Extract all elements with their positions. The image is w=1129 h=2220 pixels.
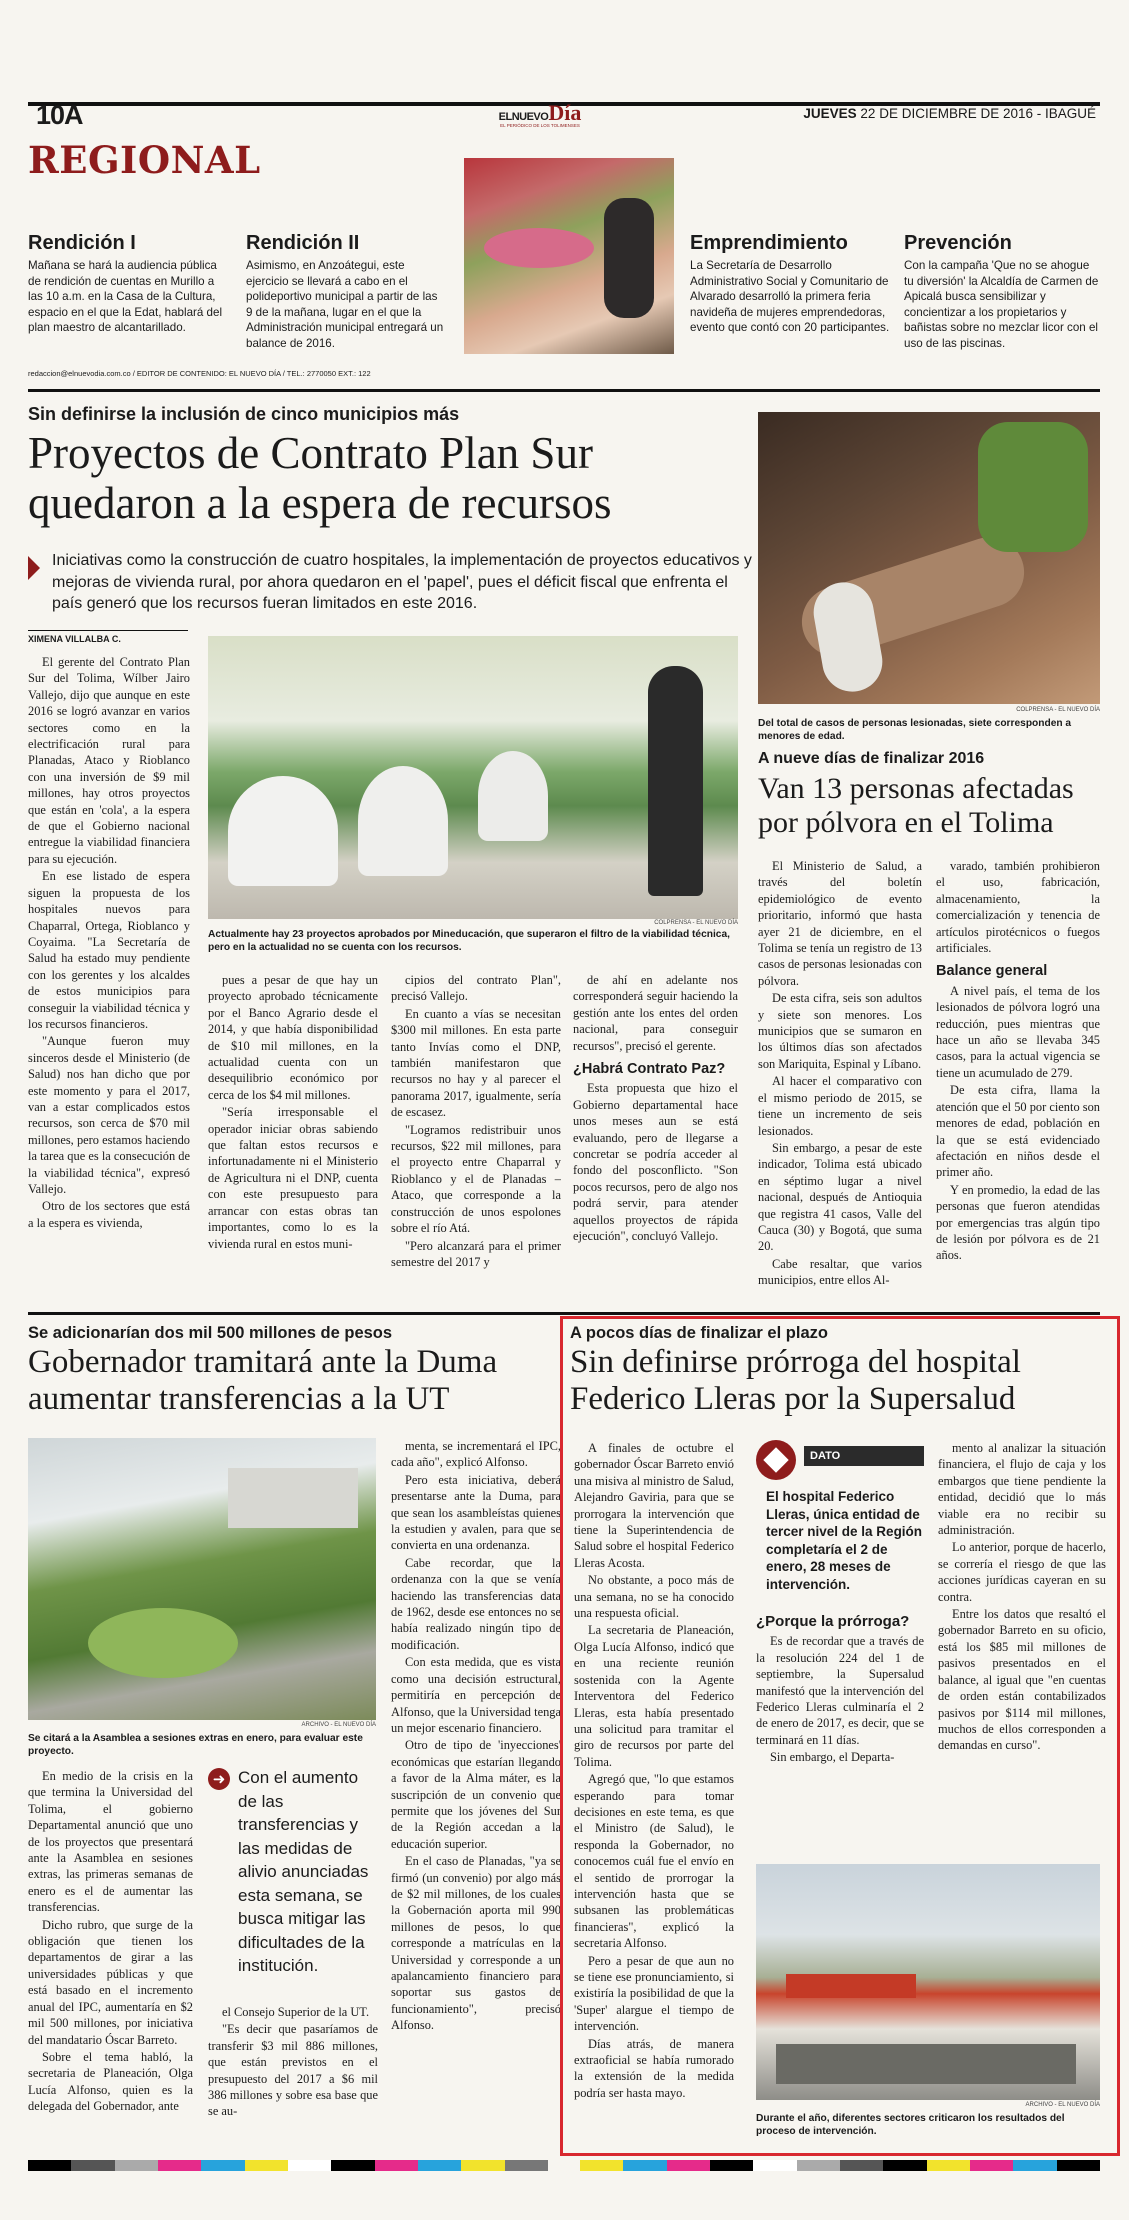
middle-rule [28, 1312, 1100, 1315]
paragraph: "Sería irresponsable el operador iniciar obras sabiendo que faltan estos recursos e infortunadamente ni el Ministerio de Agricultura ni el DNP, cuenta con este presupuesto para arrancar con estas obras tan importantes, como lo es la vivienda rural en estos muni- [208, 1105, 378, 1251]
paragraph: Sin embargo, el Departa- [770, 1750, 895, 1765]
paragraph: A nivel país, el tema de los lesionados de pólvora logró una reducción, pues mientras que hace un año se llevaba 345 casos, para la actual vigencia se tiene un acumulado de 279. [936, 983, 1100, 1080]
story1-headline [28, 428, 758, 529]
student-shape [478, 751, 548, 841]
paragraph: varado, también prohibieron el uso, fabricación, almacenamiento, la comercialización y tenencia de artículos pirotécnicos o fuegos artificiales. [936, 859, 1100, 956]
story2-column-2 [936, 858, 1100, 1308]
paragraph: pues a pesar de que hay un proyecto aprobado técnicamente por el Banco Agrario desde el 2014, y que había disponibilidad de $10 mil millones, en la actualidad cuenta con un desequilibrio económico por cerca de los $4 mil millones. [208, 973, 378, 1102]
brief-text: Mañana se hará la audiencia pública de rendición de cuentas en Murillo a las 10 a.m. en la Casa de la Cultura, espacio en el que la Edat, hablará del plan maestro de alcantarillado. [28, 259, 223, 334]
photo-credit: ARCHIVO - EL NUEVO DÍA [301, 1722, 376, 1728]
paragraph: Al hacer el comparativo con el mismo periodo de 2015, se tiene un incremento de seis lesionados. [758, 1074, 922, 1138]
story3-column-2 [208, 2004, 378, 2154]
paragraph: Con esta medida, que es vista como una decisión estructural, permitiría en percepción de Alfonso, que la Universidad tenga un mejor escenario financiero. [391, 1655, 561, 1735]
basket-shape [484, 228, 594, 268]
story1-column-2 [208, 972, 378, 1302]
arrow-icon: ➜ [208, 1768, 230, 1790]
paragraph: Esta propuesta que hizo el Gobierno departamental hace unos meses aun se está evaluando, pero de llegarse a concretar se podría acceder al fondo del posconflicto. "Son pocos recursos, pero de algo nos podrá servir, para atender aquellos proyectos de rápida ejecución", concluyó Vallejo. [573, 1081, 738, 1244]
paragraph: No obstante, a poco más de una semana, no se ha conocido una respuesta oficial. [574, 1573, 734, 1621]
pull-quote-text: Con el aumento de las transferencias y las medidas de alivio anunciadas esta semana, se busca mitigar las dificultades de la institución. [238, 1768, 369, 1975]
story4-headline [570, 1344, 1110, 1418]
paragraph: Otro de los sectores que está a la espera es vivienda, [28, 1199, 190, 1230]
brief-title: Rendición II [246, 232, 360, 254]
paragraph: de ahí en adelante nos corresponderá seguir haciendo la gestión ante los entes del orden nacional, para conseguir recursos", precisó el gerente. [573, 973, 738, 1053]
paragraph: Y en promedio, la edad de las personas que fueron atendidas por emergencias tras algún tipo de lesión por pólvora es de 21 años. [936, 1182, 1100, 1263]
dato-text: El hospital Federico Lleras, única entidad de tercer nivel de la Región completaría el 2 de enero, 28 meses de intervención. [766, 1489, 923, 1592]
page-number: 10A [36, 100, 83, 130]
paragraph: A finales de octubre el gobernador Óscar Barreto envió una misiva al ministro de Salud, Alejandro Gaviria, para que se prorrogara la intervención que tiene la Superintendencia de Salud sobre el hospital Federico Lleras Acosta. [574, 1441, 734, 1570]
print-color-bar-right [580, 2160, 1100, 2171]
logo-main: Día [548, 100, 582, 125]
paragraph: Pero a pesar de que aun no se tiene ese pronunciamiento, si existiría la posibilidad de que la 'Super' alargue el tiempo de intervención. [574, 1953, 734, 2034]
print-color-bar-left [28, 2160, 548, 2171]
paragraph: Cabe resaltar, que varios municipios, entre ellos Al- [758, 1256, 922, 1288]
story4-column-3 [938, 1440, 1106, 1810]
photo-credit: ARCHIVO - EL NUEVO DÍA [1025, 2102, 1100, 2108]
paragraph: Cabe recordar, que la ordenanza con la que se venía haciendo las transferencias data de 1962, desde ese entonces no se había realizado ningún tipo de modificación. [391, 1555, 561, 1652]
paragraph: cipios del contrato Plan", precisó Vallejo. [391, 973, 561, 1004]
headline-line-2: aumentar transferencias a la UT [28, 1380, 450, 1417]
story1-column-4 [573, 972, 738, 1302]
story1-column-3 [391, 972, 561, 1302]
building-shape [228, 1468, 358, 1528]
subhead: ¿Habrá Contrato Paz? [573, 1061, 726, 1078]
person-shape [604, 198, 654, 318]
logo-sub: EL PERIÓDICO DE LOS TOLIMENSES [500, 123, 580, 128]
brief-2 [246, 232, 446, 351]
classroom-photo [208, 636, 738, 919]
photo-credit: COLPRENSA - EL NUEVO DÍA [654, 920, 738, 926]
lead-marker [28, 556, 40, 580]
paragraph: Sobre el tema habló, la secretaria de Planeación, Olga Lucía Alfonso, quien es la delegada del Gobernador, ante [28, 2049, 193, 2114]
paragraph: De esta cifra, seis son adultos y siete son menores. Los municipios que se sumaron en los últimos días son afectados son Mariquita, Espinal y Líbano. [758, 991, 922, 1071]
dateline [780, 106, 1096, 121]
paragraph: En medio de la crisis en la que termina la Universidad del Tolima, el gobierno Departamental anunció que uno de los proyectos que presentará ante la Asamblea en sesiones extras, las primeras semanas de enero es el de aumentar las transferencias. [28, 1769, 193, 1915]
paragraph: El Ministerio de Salud, a través del boletín epidemiológico de evento prioritario, informó que hasta ayer 21 de diciembre, en el Tolima se tenía un registro de 13 casos de personas lesionadas con pólvora. [758, 859, 922, 988]
paragraph: "Es decir que pasaríamos de transferir $3 mil 886 millones, que están previstos en el presupuesto del 2017 a $6 mil 386 millones y sobre esa base que se au- [208, 2022, 378, 2119]
headline-line-2: quedaron a la espera de recursos [28, 478, 612, 529]
story3-kicker: Se adicionarían dos mil 500 millones de pesos [28, 1324, 393, 1342]
paragraph: Agregó que, "lo que estamos esperando para tomar decisiones en este tema, es que el Ministro (de Salud), le responda la Gobernador, no conocemos cuál fue el envío en el sentido de prorrogar la intervención hasta que se subsanen las problemáticas financieras", explicó la secretaria Alfonso. [574, 1772, 734, 1951]
story4-caption: Durante el año, diferentes sectores criticaron los resultados del proceso de intervención. [756, 2113, 1065, 2137]
headline-line-2: por pólvora en el Tolima [758, 805, 1054, 839]
brief-title: Prevención [904, 232, 1012, 254]
paragraph: Pero esta iniciativa, deberá presentarse ante la Duma, para que sean los asambleístas quienes la estudien y avalen, para que se convierta en una ordenanza. [391, 1472, 561, 1553]
paragraph: "Pero alcanzará para el primer semestre del 2017 y [391, 1238, 561, 1269]
brief-3 [690, 232, 890, 336]
paragraph: Sin embargo, a pesar de este indicador, Tolima está ubicado en séptimo lugar a nivel nacional, después de Antioquia que registra 41 casos, Valle del Cauca (30) y Bogotá, que suma 20. [758, 1140, 922, 1254]
paragraph: Es de recordar que a través de la resolución 224 del 1 de septiembre, la Supersalud manifestó que la intervención del Federico Lleras culminaría el 2 de enero de 2017, es decir, que se terminará en 11 días. [756, 1634, 924, 1747]
logo-top: ELNUEVO [498, 111, 549, 123]
paragraph: Días atrás, de manera extraoficial se había rumorado la extensión de la medida podría ser hasta mayo. [574, 2036, 734, 2100]
headline-line-2: Federico Lleras por la Supersalud [570, 1380, 1016, 1417]
subhead: Balance general [936, 963, 1048, 980]
brief-4 [904, 232, 1100, 351]
contact-line: redaccion@elnuevodia.com.co / EDITOR DE CONTENIDO: EL NUEVO DÍA / TEL.: 2770050 EXT.: 122 [28, 369, 371, 378]
date-rest: 22 DE DICIEMBRE DE 2016 - IBAGUÉ [860, 106, 1096, 121]
dato-label: DATO [804, 1446, 924, 1466]
story2-caption: Del total de casos de personas lesionadas, siete corresponden a menores de edad. [758, 718, 1072, 742]
story1-lead: Iniciativas como la construcción de cuatro hospitales, la implementación de proyectos educativos y mejoras de vivienda rural, por ahora quedaron en el 'papel', pues el déficit fiscal que enfrenta el país generó que los recursos fueran limitados en este 2016. [52, 552, 752, 612]
story3-headline [28, 1344, 558, 1418]
paragraph: mento al analizar la situación financiera, el flujo de caja y los embargos que tiene pendiente la entidad, decidió que lo más viable era no recibir su administración. [938, 1441, 1106, 1538]
cloth-shape [978, 422, 1088, 552]
photo-credit: COLPRENSA - EL NUEVO DÍA [1016, 707, 1100, 713]
story2-headline [758, 772, 1100, 839]
paragraph: Lo anterior, porque de hacerlo, se correría el riesgo de que las acciones jurídicas cayeran en su contra. [938, 1540, 1106, 1604]
paragraph: El gerente del Contrato Plan Sur del Tolima, Wílber Jairo Vallejo, dijo que aunque en este 2016 se logró avanzar en varios sectores como en la electrificación rural para Planadas, Ataco y Rioblanco con una inversión de $9 mil millones, hay otros proyectos que están en 'cola', a la espera de que el Gobierno nacional entregue la viabilidad financiera para su ejecución. [28, 655, 190, 866]
paragraph: "Logramos redistribuir unos recursos, $22 mil millones, para el proyecto entre Chaparral y Rioblanco y el de Planadas – Ataco, que corresponde a la construcción de unos espolones sobre el río Atá. [391, 1122, 561, 1236]
story4-column-1 [574, 1440, 734, 2140]
paragraph: Otro de tipo de 'inyecciones' económicas que estarían llegando a favor de la Alma máter, es la suscripción de un convenio que permite que los jóvenes del Sur de la Región accedan a la educación superior. [391, 1738, 561, 1851]
story2-column-1 [758, 858, 922, 1308]
headline-line-1: Proyectos de Contrato Plan Sur [28, 428, 593, 478]
teacher-shape [648, 666, 703, 896]
brief-text: Con la campaña 'Que no se ahogue tu diversión' la Alcaldía de Carmen de Apicalá busca sensibilizar y concientizar a los propietarios y bañistas sobre no mezclar licor con el uso de las piscinas. [904, 259, 1099, 350]
story2-kicker: A nueve días de finalizar 2016 [758, 750, 985, 767]
puzzle-icon [756, 1440, 796, 1480]
burn-hand-photo [758, 412, 1100, 704]
hospital-photo [756, 1864, 1100, 2100]
brief-title: Rendición I [28, 232, 136, 254]
headline-line-1: Gobernador tramitará ante la Duma [28, 1344, 498, 1380]
headline-line-1: Sin definirse prórroga del hospital [570, 1344, 1021, 1380]
story4-column-2 [756, 1614, 924, 1814]
story3-column-3 [391, 1438, 561, 2154]
paragraph: el Consejo Superior de la UT. [222, 2005, 370, 2019]
story4-kicker: A pocos días de finalizar el plazo [570, 1324, 828, 1342]
brief-1 [28, 232, 228, 336]
brief-text: Asimismo, en Anzoátegui, este ejercicio se llevará a cabo en el polideportivo municipal a partir de las 9 de la mañana, lugar en el que la Administración municipal entregará un balance de 2016. [246, 259, 444, 350]
paragraph: En ese listado de espera siguen la propuesta de los hospitales nuevos para Chaparral, Ortega, Rioblanco y Coyaima. "La Secretaría de Salud ha estado muy pendiente con los gerentes y los alcaldes de estos municipios para conseguir la viabilidad técnica y los recursos financieros. [28, 869, 190, 1031]
brief-text: La Secretaría de Desarrollo Administrativo Social y Comunitario de Alvarado desarrolló la primera feria navideña de mujeres emprendedoras, evento que contó con 20 participantes. [690, 259, 890, 334]
paragraph: Dicho rubro, que surge de la obligación que tienen los departamentos de girar a las universidades públicas y que está basado en el incremento anual del IPC, aumentaría en $2 mil 500 millones, por iniciativa del mandatario Óscar Barreto. [28, 1917, 193, 2047]
university-photo [28, 1438, 376, 1720]
headline-line-1: Van 13 personas afectadas [758, 772, 1074, 805]
brief-title: Emprendimiento [690, 232, 848, 254]
paragraph: "Aunque fueron muy sinceros desde el Ministerio (de Salud) nos han dicho que por este momento y para el 2017, van a estar complicados estos recursos, son cerca de $70 mil millones, pero estamos haciendo la tarea que es la consecución de la viabilidad técnica", expresó Vallejo. [28, 1034, 190, 1196]
paragraph: Entre los datos que resaltó el gobernador Barreto en su oficio, está los $85 mil millones de pasivos presentados en el balance, al igual que "en cuentas de orden están contabilizados pasivos por $114 mil millones, muchos de ellos corresponden a demandas en curso". [938, 1607, 1106, 1753]
story1-caption: Actualmente hay 23 proyectos aprobados por Mineducación, que superaron el filtro de la viabilidad técnica, pero en la actualidad no se cuenta con los recursos. [208, 929, 730, 953]
paragraph: menta, se incrementará el IPC, cada año", explicó Alfonso. [391, 1439, 561, 1470]
puzzle-icon-inner [763, 1447, 788, 1472]
paragraph: La secretaria de Planeación, Olga Lucía Alfonso, indicó que en una reciente reunión sostenida con la Agente Interventora del Federico Lleras, esta había presentado una solicitud para tramitar el giro de recursos por parte del Tolima. [574, 1623, 734, 1769]
byline-rule [28, 630, 188, 631]
story1-byline: XIMENA VILLALBA C. [28, 634, 121, 644]
story3-caption: Se citará a la Asamblea a sesiones extras en enero, para evaluar este proyecto. [28, 1733, 363, 1757]
date-day: JUEVES [803, 106, 857, 121]
masthead-logo [480, 100, 600, 128]
story3-column-1 [28, 1768, 193, 2148]
pull-quote [208, 1768, 378, 1978]
street-shape [776, 2044, 1076, 2084]
briefs-rule [28, 389, 1100, 392]
section-title: REGIONAL [28, 138, 261, 182]
student-shape [228, 776, 338, 886]
story1-column-1 [28, 654, 190, 1294]
paragraph: En cuanto a vías se necesitan $300 mil millones. En esta parte tanto Invías como el DNP, también manifestaron que recursos no hay y al parecer el panorama 2017, igualmente, sería de escasez. [391, 1006, 561, 1120]
subhead: ¿Porque la prórroga? [756, 1614, 910, 1630]
brief-photo-market [464, 158, 674, 354]
garden-shape [88, 1608, 238, 1678]
story1-kicker: Sin definirse la inclusión de cinco municipios más [28, 404, 460, 424]
paragraph: En el caso de Planadas, "ya se firmó (un convenio) por algo más de $2 mil millones, de los cuales la Gobernación aporta mil 990 millones de pesos, lo que corresponde a matrículas en la Universidad y corresponde a un apalancamiento financiero para soportar sus gastos de funcionamiento", precisó Alfonso. [391, 1854, 561, 2033]
paragraph: De esta cifra, llama la atención que el 50 por ciento son menores de edad, población en la que se está evidenciado afectación en niños desde el primer año. [936, 1083, 1100, 1180]
awning-shape [786, 1974, 916, 1998]
student-shape [358, 766, 448, 876]
